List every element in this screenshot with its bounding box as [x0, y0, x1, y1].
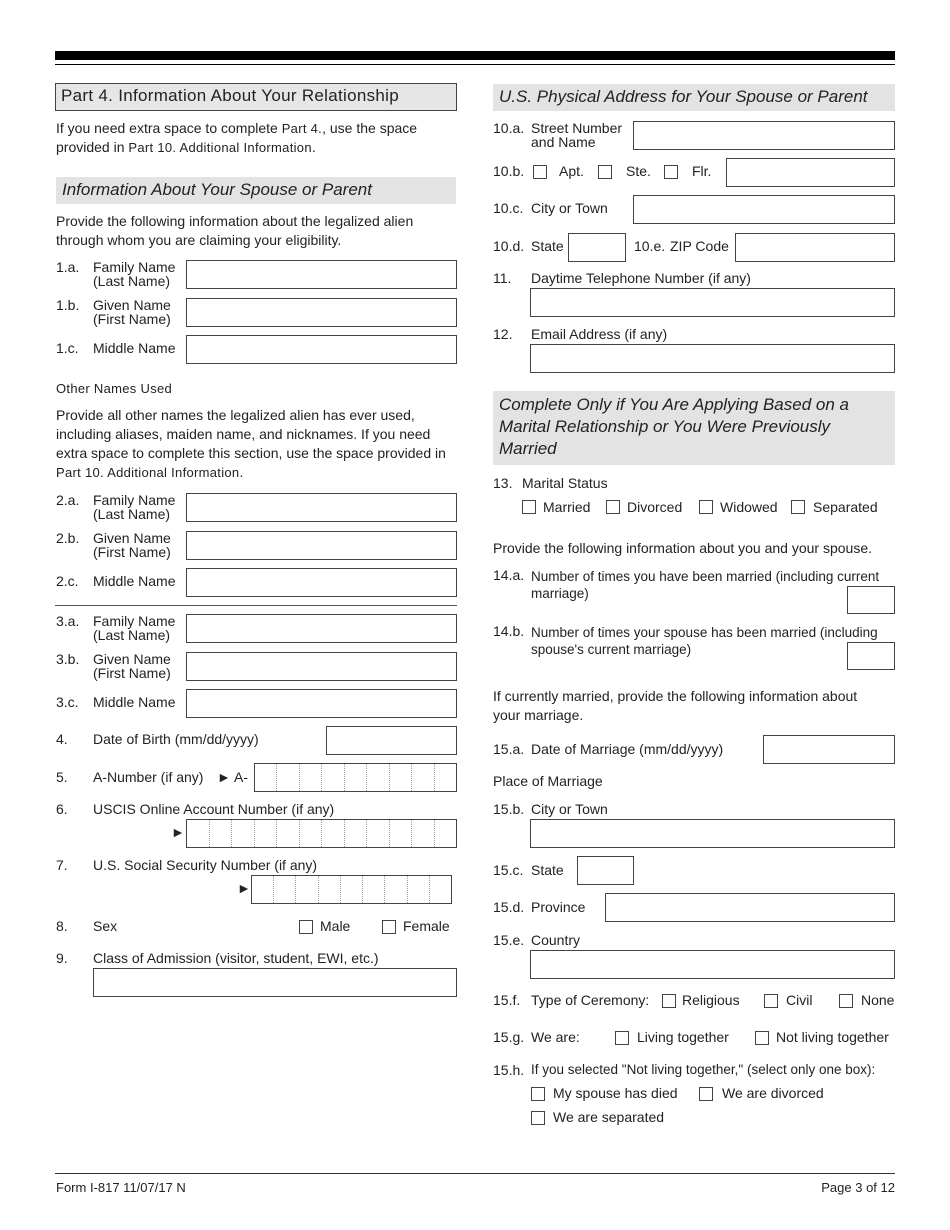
- not-living-together-label: Not living together: [776, 1029, 889, 1045]
- flr-checkbox[interactable]: [664, 165, 678, 179]
- field-15h-number: 15.h.: [493, 1062, 525, 1078]
- ste-label: Ste.: [626, 163, 651, 179]
- field-3a-label-2: (Last Name): [93, 627, 171, 643]
- widowed-label: Widowed: [720, 499, 778, 515]
- email-input[interactable]: [530, 344, 895, 373]
- part-4-title: Part 4. Information About Your Relationship: [55, 83, 457, 111]
- field-12-label: Email Address (if any): [531, 326, 668, 342]
- apt-label: Apt.: [559, 163, 584, 179]
- field-14a-label-1: Number of times you have been married (including current: [531, 569, 880, 584]
- ssn-input[interactable]: [251, 875, 452, 904]
- civil-label: Civil: [786, 992, 813, 1008]
- divorced-checkbox[interactable]: [606, 500, 620, 514]
- times-married-input[interactable]: [847, 586, 895, 614]
- field-15g-label: We are:: [531, 1029, 580, 1045]
- none-checkbox[interactable]: [839, 994, 853, 1008]
- digit-cell: [385, 876, 407, 903]
- digit-cell: [277, 764, 299, 791]
- sex-female-checkbox[interactable]: [382, 920, 396, 934]
- digit-cell: [322, 764, 344, 791]
- intro-text-d: provided in: [56, 139, 129, 155]
- form-id: Form I-817 11/07/17 N: [56, 1180, 186, 1195]
- given-name-input-1b[interactable]: [186, 298, 457, 327]
- page-number: Page 3 of 12: [821, 1180, 895, 1195]
- field-10d-label: State: [531, 238, 564, 254]
- field-7-label: U.S. Social Security Number (if any): [93, 857, 318, 873]
- uscis-account-input[interactable]: [186, 819, 457, 848]
- field-8-label: Sex: [93, 918, 118, 934]
- city-input[interactable]: [633, 195, 895, 224]
- field-2a-label-1: Family Name: [93, 492, 176, 508]
- living-together-checkbox[interactable]: [615, 1031, 629, 1045]
- middle-name-input-2c[interactable]: [186, 568, 457, 597]
- field-14a-label: [531, 568, 879, 602]
- field-15f-number: 15.f.: [493, 992, 521, 1008]
- we-are-divorced-label: We are divorced: [722, 1085, 824, 1101]
- field-1a-label-2: (Last Name): [93, 273, 171, 289]
- section-intro-line-2: through whom you are claiming your eligibility.: [56, 232, 342, 248]
- family-name-input-2a[interactable]: [186, 493, 457, 522]
- field-5-number: 5.: [56, 769, 68, 785]
- civil-checkbox[interactable]: [764, 994, 778, 1008]
- field-15h-label: If you selected "Not living together," (select only one box):: [531, 1062, 876, 1077]
- widowed-checkbox[interactable]: [699, 500, 713, 514]
- a-number-prefix: ► A-: [217, 769, 248, 785]
- field-2c-number: 2.c.: [56, 573, 79, 589]
- field-3b-label-1: Given Name: [93, 651, 171, 667]
- digit-cell: [435, 764, 456, 791]
- religious-label: Religious: [682, 992, 740, 1008]
- field-15c-number: 15.c.: [493, 862, 524, 878]
- digit-cell: [435, 820, 457, 847]
- other-names-intro: [56, 406, 458, 482]
- field-10c-number: 10.c.: [493, 200, 524, 216]
- field-15a-label: Date of Marriage (mm/dd/yyyy): [531, 741, 724, 757]
- intro-ref-part4: Part 4.: [281, 121, 323, 136]
- field-1c-label: Middle Name: [93, 340, 176, 356]
- field-14a-number: 14.a.: [493, 567, 525, 583]
- field-14a-label-2: marriage): [531, 586, 589, 601]
- spouse-times-married-input[interactable]: [847, 642, 895, 670]
- divider: [55, 605, 457, 606]
- digit-cell: [319, 876, 341, 903]
- digit-cell: [363, 876, 385, 903]
- a-number-input[interactable]: [254, 763, 457, 792]
- field-3b-number: 3.b.: [56, 651, 80, 667]
- field-10b-number: 10.b.: [493, 163, 525, 179]
- field-10a-number: 10.a.: [493, 120, 525, 136]
- top-thin-rule: [55, 64, 895, 65]
- field-15a-number: 15.a.: [493, 741, 525, 757]
- digit-cell: [345, 764, 367, 791]
- arrow-icon: ►: [171, 824, 185, 840]
- divorced-label: Divorced: [627, 499, 683, 515]
- field-1a-number: 1.a.: [56, 259, 80, 275]
- field-10d-number: 10.d.: [493, 238, 525, 254]
- digit-cell: [187, 820, 210, 847]
- we-are-separated-label: We are separated: [553, 1109, 665, 1125]
- field-4-number: 4.: [56, 731, 68, 747]
- field-10a-label-1: Street Number: [531, 120, 623, 136]
- digit-cell: [341, 876, 363, 903]
- field-14b-label: [531, 624, 878, 658]
- sex-male-label: Male: [320, 918, 351, 934]
- digit-cell: [255, 764, 277, 791]
- marriage-city-input[interactable]: [530, 819, 895, 848]
- digit-cell: [277, 820, 300, 847]
- field-2b-number: 2.b.: [56, 530, 80, 546]
- part-intro: [56, 119, 456, 157]
- field-10c-label: City or Town: [531, 200, 608, 216]
- digit-cell: [300, 764, 322, 791]
- field-2b-label-2: (First Name): [93, 544, 171, 560]
- if-married-line-1: If currently married, provide the following information about: [493, 688, 858, 704]
- marriage-state-input[interactable]: [577, 856, 634, 885]
- field-3a-number: 3.a.: [56, 613, 80, 629]
- married-checkbox[interactable]: [522, 500, 536, 514]
- provide-info-text: Provide the following information about you and your spouse.: [493, 540, 873, 556]
- field-13-number: 13.: [493, 475, 513, 491]
- field-6-number: 6.: [56, 801, 68, 817]
- other-names-heading: Other Names Used: [56, 381, 173, 396]
- intro-text-c: , use the space: [322, 120, 418, 136]
- footer-rule: [55, 1173, 895, 1174]
- intro-text-a: If you need extra space to complete: [56, 120, 282, 136]
- field-9-number: 9.: [56, 950, 68, 966]
- separated-label: Separated: [813, 499, 878, 515]
- marital-title-line-1: Complete Only if You Are Applying Based on a: [499, 395, 849, 414]
- field-2a-label-2: (Last Name): [93, 506, 171, 522]
- field-14b-number: 14.b.: [493, 623, 525, 639]
- apt-checkbox[interactable]: [533, 165, 547, 179]
- digit-cell: [408, 876, 430, 903]
- digit-cell: [210, 820, 233, 847]
- field-7-number: 7.: [56, 857, 68, 873]
- field-3c-label: Middle Name: [93, 694, 176, 710]
- we-are-separated-checkbox[interactable]: [531, 1111, 545, 1125]
- field-12-number: 12.: [493, 326, 513, 342]
- spouse-parent-section-title: Information About Your Spouse or Parent: [56, 177, 456, 204]
- digit-cell: [322, 820, 345, 847]
- separated-checkbox[interactable]: [791, 500, 805, 514]
- field-15d-number: 15.d.: [493, 899, 525, 915]
- field-15b-label: City or Town: [531, 801, 608, 817]
- field-3a-label-1: Family Name: [93, 613, 176, 629]
- field-13-label: Marital Status: [522, 475, 608, 491]
- field-3b-label-2: (First Name): [93, 665, 171, 681]
- marriage-province-input[interactable]: [605, 893, 895, 922]
- other-names-ref-part10: Part 10. Additional Information: [56, 465, 240, 480]
- other-names-line-4-end: .: [239, 464, 244, 480]
- section-intro: [56, 212, 456, 250]
- field-11-label: Daytime Telephone Number (if any): [531, 270, 751, 286]
- intro-text-f: .: [311, 139, 316, 155]
- family-name-input-1a[interactable]: [186, 260, 457, 289]
- marital-title-line-3: Married: [499, 439, 557, 458]
- digit-cell: [430, 876, 451, 903]
- date-of-birth-input[interactable]: [326, 726, 457, 755]
- digit-cell: [345, 820, 368, 847]
- class-of-admission-input[interactable]: [93, 968, 457, 997]
- spouse-died-label: My spouse has died: [553, 1085, 678, 1101]
- field-10a-label: [531, 121, 622, 149]
- field-10e-number: 10.e.: [634, 238, 666, 254]
- digit-cell: [390, 764, 412, 791]
- if-married-text: [493, 687, 895, 725]
- flr-label: Flr.: [692, 163, 712, 179]
- marital-title-line-2: Marital Relationship or You Were Previously: [499, 417, 831, 436]
- field-14b-label-2: spouse's current marriage): [531, 642, 692, 657]
- digit-cell: [255, 820, 278, 847]
- digit-cell: [252, 876, 274, 903]
- field-9-label: Class of Admission (visitor, student, EWI, etc.): [93, 950, 379, 966]
- digit-cell: [367, 820, 390, 847]
- marriage-country-input[interactable]: [530, 950, 895, 979]
- field-1b-label: [93, 298, 171, 326]
- field-1a-label: [93, 260, 175, 288]
- other-names-line-1: Provide all other names the legalized alien has ever used,: [56, 407, 415, 423]
- field-2a-label: [93, 493, 175, 521]
- field-10a-label-2: and Name: [531, 134, 596, 150]
- field-3b-label: [93, 652, 171, 680]
- digit-cell: [296, 876, 318, 903]
- middle-name-input-3c[interactable]: [186, 689, 457, 718]
- digit-cell: [367, 764, 389, 791]
- field-15e-label: Country: [531, 932, 581, 948]
- field-2b-label-1: Given Name: [93, 530, 171, 546]
- religious-checkbox[interactable]: [662, 994, 676, 1008]
- field-6-label: USCIS Online Account Number (if any): [93, 801, 335, 817]
- digit-cell: [274, 876, 296, 903]
- field-3c-number: 3.c.: [56, 694, 79, 710]
- living-together-label: Living together: [637, 1029, 729, 1045]
- field-15g-number: 15.g.: [493, 1029, 525, 1045]
- field-1b-label-2: (First Name): [93, 311, 171, 327]
- address-section-title: U.S. Physical Address for Your Spouse or Parent: [493, 84, 895, 111]
- field-15b-number: 15.b.: [493, 801, 525, 817]
- digit-cell: [412, 820, 435, 847]
- given-name-input-3b[interactable]: [186, 652, 457, 681]
- family-name-input-3a[interactable]: [186, 614, 457, 643]
- we-are-divorced-checkbox[interactable]: [699, 1087, 713, 1101]
- middle-name-input-1c[interactable]: [186, 335, 457, 364]
- place-of-marriage-label: Place of Marriage: [493, 773, 603, 789]
- arrow-icon: ►: [237, 880, 251, 896]
- field-1a-label-1: Family Name: [93, 259, 176, 275]
- field-1b-number: 1.b.: [56, 297, 80, 313]
- field-5-label: A-Number (if any): [93, 769, 204, 785]
- sex-female-label: Female: [403, 918, 450, 934]
- field-11-number: 11.: [493, 270, 512, 286]
- field-2b-label: [93, 531, 171, 559]
- street-input[interactable]: [633, 121, 895, 150]
- spouse-died-checkbox[interactable]: [531, 1087, 545, 1101]
- digit-cell: [232, 820, 255, 847]
- other-names-line-3: extra space to complete this section, use the space provided in: [56, 445, 446, 461]
- field-1b-label-1: Given Name: [93, 297, 171, 313]
- top-thick-rule: [55, 51, 895, 60]
- field-15e-number: 15.e.: [493, 932, 525, 948]
- zip-code-input[interactable]: [735, 233, 895, 262]
- section-intro-line-1: Provide the following information about the legalized alien: [56, 213, 414, 229]
- field-14b-label-1: Number of times your spouse has been married (including: [531, 625, 878, 640]
- field-8-number: 8.: [56, 918, 68, 934]
- none-label: None: [861, 992, 895, 1008]
- ste-checkbox[interactable]: [598, 165, 612, 179]
- given-name-input-2b[interactable]: [186, 531, 457, 560]
- marital-section-title: [493, 391, 895, 465]
- field-15d-label: Province: [531, 899, 586, 915]
- digit-cell: [300, 820, 323, 847]
- not-living-together-checkbox[interactable]: [755, 1031, 769, 1045]
- digit-cell: [412, 764, 434, 791]
- state-input[interactable]: [568, 233, 626, 262]
- unit-number-input[interactable]: [726, 158, 895, 187]
- intro-ref-part10: Part 10. Additional Information: [128, 140, 312, 155]
- field-4-label: Date of Birth (mm/dd/yyyy): [93, 731, 259, 747]
- field-2a-number: 2.a.: [56, 492, 80, 508]
- field-15c-label: State: [531, 862, 564, 878]
- field-2c-label: Middle Name: [93, 573, 176, 589]
- date-of-marriage-input[interactable]: [763, 735, 895, 764]
- married-label: Married: [543, 499, 591, 515]
- field-1c-number: 1.c.: [56, 340, 79, 356]
- telephone-input[interactable]: [530, 288, 895, 317]
- other-names-line-2: including aliases, maiden name, and nicknames. If you need: [56, 426, 431, 442]
- field-10e-label: ZIP Code: [670, 238, 729, 254]
- field-3a-label: [93, 614, 175, 642]
- field-15f-label: Type of Ceremony:: [531, 992, 650, 1008]
- if-married-line-2: your marriage.: [493, 707, 584, 723]
- sex-male-checkbox[interactable]: [299, 920, 313, 934]
- digit-cell: [390, 820, 413, 847]
